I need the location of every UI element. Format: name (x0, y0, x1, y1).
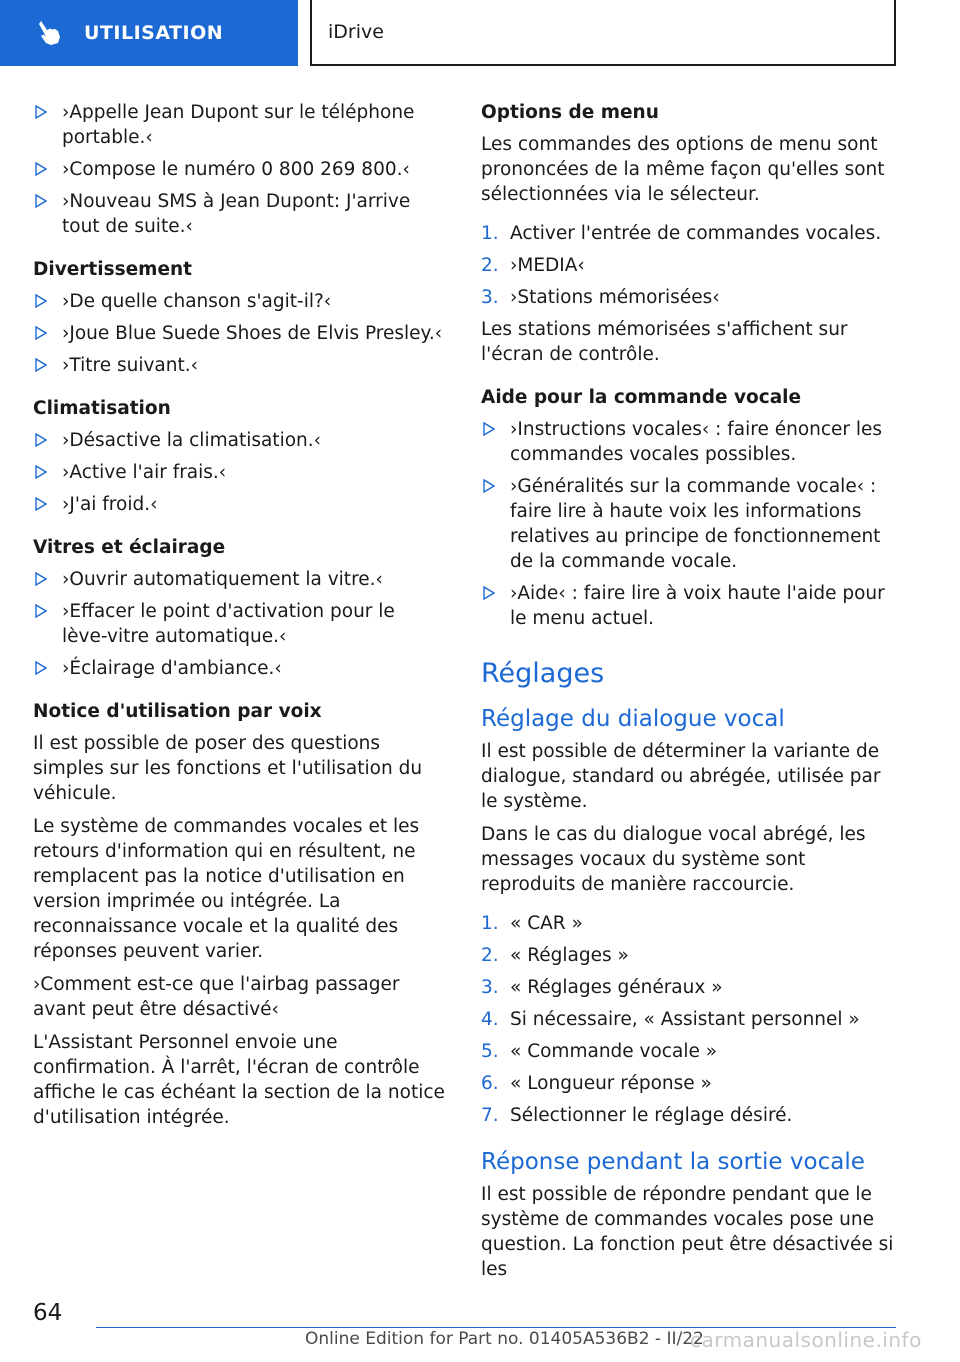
bullet-text: ›Joue Blue Suede Shoes de Elvis Presley.‹ (62, 323, 443, 344)
heading-reponse: Réponse pendant la sortie vocale (481, 1149, 865, 1175)
step-number: 6. (481, 1073, 499, 1094)
bullet-item (33, 460, 445, 485)
step-number: 5. (481, 1041, 499, 1062)
paragraph: Il est possible de répondre pendant que le système de commandes vocales pose une question. La fonction peut être désactivée si les (481, 1184, 894, 1280)
bullet-item (33, 567, 445, 592)
numbered-step (481, 285, 899, 310)
numbered-step (481, 1039, 899, 1064)
step-number: 3. (481, 287, 499, 308)
numbered-step (481, 943, 899, 968)
chapter-tab (0, 0, 298, 66)
bullet-item (33, 353, 445, 378)
heading-climatisation: Climatisation (33, 398, 171, 419)
paragraph: L'Assistant Personnel envoie une confirmation. À l'arrêt, l'écran de contrôle affiche le cas échéant la section de la notice d'utilisation intégrée. (33, 1032, 445, 1128)
bullet-text: ›Effacer le point d'activation pour le lève-vitre automatique.‹ (62, 601, 395, 647)
paragraph: Dans le cas du dialogue vocal abrégé, les messages vocaux du système sont reproduits de manière raccourcie. (481, 824, 866, 895)
heading-options-menu: Options de menu (481, 102, 659, 123)
numbered-step (481, 975, 899, 1000)
bullet-text: ›J'ai froid.‹ (62, 494, 158, 515)
paragraph: Les commandes des options de menu sont prononcées de la même façon qu'elles sont sélectionnées via le sélecteur. (481, 134, 885, 205)
edition-text: Online Edition for Part no. 01405A536B2 - II/22 (305, 1329, 704, 1349)
triangle-bullet-icon (35, 194, 47, 208)
triangle-bullet-icon (35, 497, 47, 511)
heading-reglages: Réglages (481, 658, 605, 689)
step-number: 2. (481, 945, 499, 966)
bullet-item (481, 417, 899, 467)
numbered-step (481, 911, 899, 936)
triangle-bullet-icon (35, 433, 47, 447)
triangle-bullet-icon (35, 572, 47, 586)
bullet-text: ›Compose le numéro 0 800 269 800.‹ (62, 159, 410, 180)
bullet-text: ›Instructions vocales‹ : faire énoncer les commandes vocales possibles. (510, 419, 883, 465)
step-text: Si nécessaire, « Assistant personnel » (510, 1009, 860, 1030)
step-text: « Réglages » (510, 945, 629, 966)
bullet-text: ›Désactive la climatisation.‹ (62, 430, 322, 451)
right-column (481, 100, 899, 1290)
step-text: « Commande vocale » (510, 1041, 718, 1062)
triangle-bullet-icon (35, 358, 47, 372)
numbered-step (481, 1071, 899, 1096)
step-number: 2. (481, 255, 499, 276)
heading-aide: Aide pour la commande vocale (481, 387, 802, 408)
triangle-bullet-icon (483, 422, 495, 436)
triangle-bullet-icon (35, 105, 47, 119)
step-text: Sélectionner le réglage désiré. (510, 1105, 793, 1126)
step-number: 4. (481, 1009, 499, 1030)
paragraph: Il est possible de déterminer la variante de dialogue, standard ou abrégée, utilisée par le système. (481, 741, 881, 812)
bullet-item (33, 492, 445, 517)
paragraph: Le système de commandes vocales et les retours d'information qui en résultent, ne remplacent pas la notice d'utilisation en version imprimée ou intégrée. La reconnaissance vocale et la qualité des réponses peuvent varier. (33, 816, 420, 962)
paragraph: Les stations mémorisées s'affichent sur l'écran de contrôle. (481, 319, 848, 365)
bullet-text: ›Nouveau SMS à Jean Dupont: J'arrive tout de suite.‹ (62, 191, 411, 237)
step-number: 1. (481, 913, 499, 934)
step-text: « Longueur réponse » (510, 1073, 712, 1094)
step-text: « CAR » (510, 913, 583, 934)
numbered-step (481, 221, 899, 246)
triangle-bullet-icon (35, 661, 47, 675)
bullet-text: ›Ouvrir automatiquement la vitre.‹ (62, 569, 383, 590)
bullet-text: ›Appelle Jean Dupont sur le téléphone portable.‹ (62, 102, 415, 148)
bullet-item (33, 157, 445, 182)
bullet-item (33, 189, 445, 239)
step-number: 7. (481, 1105, 499, 1126)
bullet-text: ›Éclairage d'ambiance.‹ (62, 658, 282, 679)
bullet-text: ›Aide‹ : faire lire à voix haute l'aide pour le menu actuel. (510, 583, 885, 629)
triangle-bullet-icon (35, 604, 47, 618)
step-text: ›MEDIA‹ (510, 255, 585, 276)
heading-vitres: Vitres et éclairage (33, 537, 226, 558)
heading-reglage-dialogue: Réglage du dialogue vocal (481, 706, 785, 732)
bullet-item (33, 428, 445, 453)
triangle-bullet-icon (35, 162, 47, 176)
heading-notice: Notice d'utilisation par voix (33, 701, 322, 722)
bullet-item (33, 100, 445, 150)
bullet-item (33, 599, 445, 649)
section-tab (310, 0, 896, 66)
step-text: « Réglages généraux » (510, 977, 723, 998)
bullet-item (33, 656, 445, 681)
triangle-bullet-icon (483, 479, 495, 493)
bullet-item (481, 581, 899, 631)
step-text: ›Stations mémorisées‹ (510, 287, 720, 308)
paragraph: Il est possible de poser des questions simples sur les fonctions et l'utilisation du véhicule. (33, 733, 423, 804)
triangle-bullet-icon (35, 326, 47, 340)
section-tab-label: iDrive (328, 21, 384, 43)
bullet-text: ›Généralités sur la commande vocale‹ : faire lire à haute voix les informations relatives au principe de fonctionnement de la commande vocale. (510, 476, 881, 572)
chapter-tab-label: UTILISATION (84, 22, 224, 44)
heading-divertissement: Divertissement (33, 259, 193, 280)
pointing-hand-icon (34, 17, 66, 49)
numbered-step (481, 253, 899, 278)
page-header (0, 0, 960, 66)
bullet-item (33, 321, 445, 346)
numbered-step (481, 1007, 899, 1032)
triangle-bullet-icon (483, 586, 495, 600)
step-number: 1. (481, 223, 499, 244)
numbered-step (481, 1103, 899, 1128)
triangle-bullet-icon (35, 294, 47, 308)
left-column (33, 100, 445, 1138)
bullet-text: ›Titre suivant.‹ (62, 355, 199, 376)
bullet-item (33, 289, 445, 314)
bullet-text: ›De quelle chanson s'agit-il?‹ (62, 291, 332, 312)
bullet-text: ›Active l'air frais.‹ (62, 462, 227, 483)
step-number: 3. (481, 977, 499, 998)
watermark: carmanualsonline.info (690, 1328, 922, 1352)
triangle-bullet-icon (35, 465, 47, 479)
bullet-item (481, 474, 899, 574)
page-number: 64 (33, 1300, 63, 1326)
step-text: Activer l'entrée de commandes vocales. (510, 223, 882, 244)
paragraph: ›Comment est-ce que l'airbag passager avant peut être désactivé‹ (33, 974, 400, 1020)
